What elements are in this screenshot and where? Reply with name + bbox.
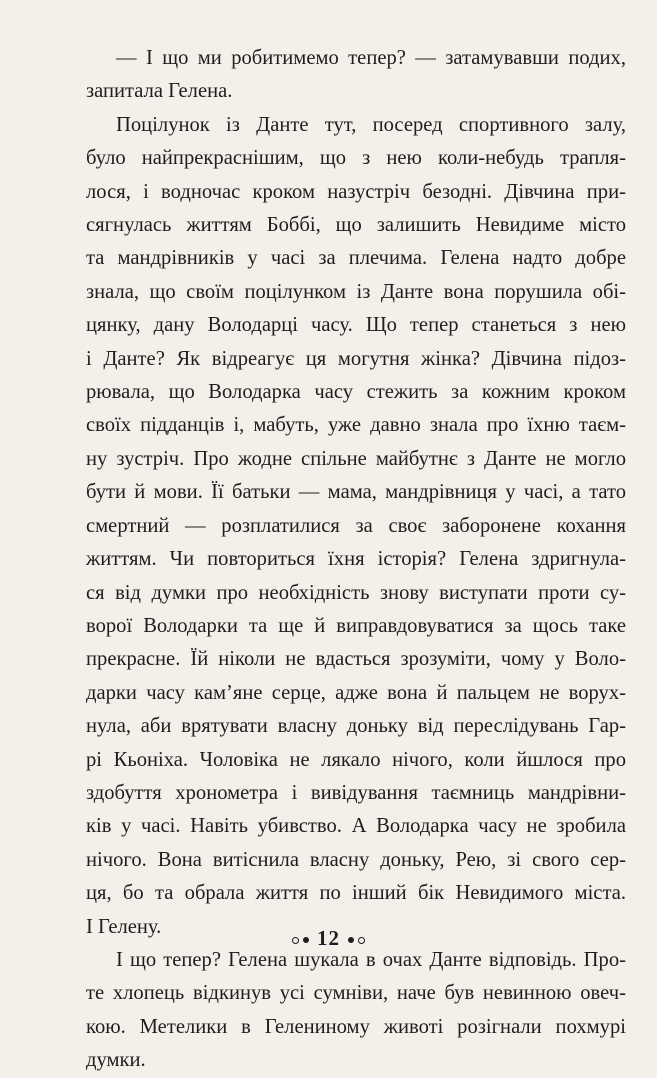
text-line: — І що ми робитимемо тепер? — затамувавши подих, xyxy=(116,47,626,69)
text-line: здобуття хронометра і вивідування таємниць мандрівни- xyxy=(86,781,626,804)
text-line: І Гелену. xyxy=(86,915,162,938)
text-line: та мандрівників у часі за плечима. Гелена надто добре xyxy=(86,247,626,270)
text-line: смертний — розплатилися за своє заборонене кохання xyxy=(86,514,626,537)
text-line: і Данте? Як відреагує ця могутня жінка? Дівчина підоз- xyxy=(86,347,626,370)
text-line: ків у часі. Навіть убивство. А Володарка часу не зробила xyxy=(86,815,626,838)
text-line: те хлопець відкинув усі сумніви, наче був невинною овеч- xyxy=(86,982,626,1005)
text-line: ця, бо та обрала життя по інший бік Невидимого міста. xyxy=(86,882,626,905)
page-footer xyxy=(0,926,657,951)
text-line: кою. Метелики в Гелениному животі розігнали похмурі xyxy=(86,1015,626,1038)
text-line: знала, що своїм поцілунком із Данте вона порушила обі- xyxy=(86,280,626,303)
page-number: 12 xyxy=(317,926,340,950)
text-line: Поцілунок із Данте тут, посеред спортивного залу, xyxy=(116,113,626,136)
text-line: рі Кьоніха. Чоловіка не лякало нічого, коли йшлося про xyxy=(86,748,626,771)
text-line: ворої Володарки та ще й виправдовуватися за щось таке xyxy=(86,614,626,637)
text-line: думки. xyxy=(86,1049,146,1072)
text-line: лося, і водночас кроком назустріч безодні. Дівчина при- xyxy=(86,180,626,203)
text-line: нічого. Вона витіснила власну доньку, Рею, зі свого сер- xyxy=(86,848,626,871)
text-line: ну зустріч. Про жодне спільне майбутнє з Данте не могло xyxy=(86,447,626,470)
ornament-dot-icon xyxy=(348,937,354,943)
text-line: нула, аби врятувати власну доньку від переслідувань Гар- xyxy=(86,715,626,738)
text-line: ся від думки про необхідність знову виступати проти су- xyxy=(86,581,626,604)
text-line: своїх підданців і, мабуть, уже давно знала про їхню таєм- xyxy=(86,414,626,437)
ornament-dot-icon xyxy=(303,937,309,943)
ornament-ring-icon xyxy=(358,937,365,944)
text-line: І що тепер? Гелена шукала в очах Данте відповідь. Про- xyxy=(116,948,626,971)
body-text xyxy=(86,42,626,1078)
text-line: було найпрекраснішим, що з нею коли-небудь трапля- xyxy=(86,147,626,170)
text-line: цянку, дану Володарці часу. Що тепер станеться з нею xyxy=(86,314,626,337)
text-line: життям. Чи повториться їхня історія? Гелена здригнула- xyxy=(86,548,626,571)
text-line: дарки часу кам’яне серце, адже вона й пальцем не ворух- xyxy=(86,681,626,704)
text-line: прекрасне. Їй ніколи не вдасться зрозуміти, чому у Воло- xyxy=(86,648,626,671)
text-line: сягнулась життям Боббі, що залишить Невидиме місто xyxy=(86,214,626,237)
text-line: запитала Гелена. xyxy=(86,80,233,103)
text-line: рювала, що Володарка часу стежить за кожним кроком xyxy=(86,381,626,404)
text-line: бути й мови. Її батьки — мама, мандрівниця у часі, а тато xyxy=(86,481,626,504)
ornament-ring-icon xyxy=(292,937,299,944)
